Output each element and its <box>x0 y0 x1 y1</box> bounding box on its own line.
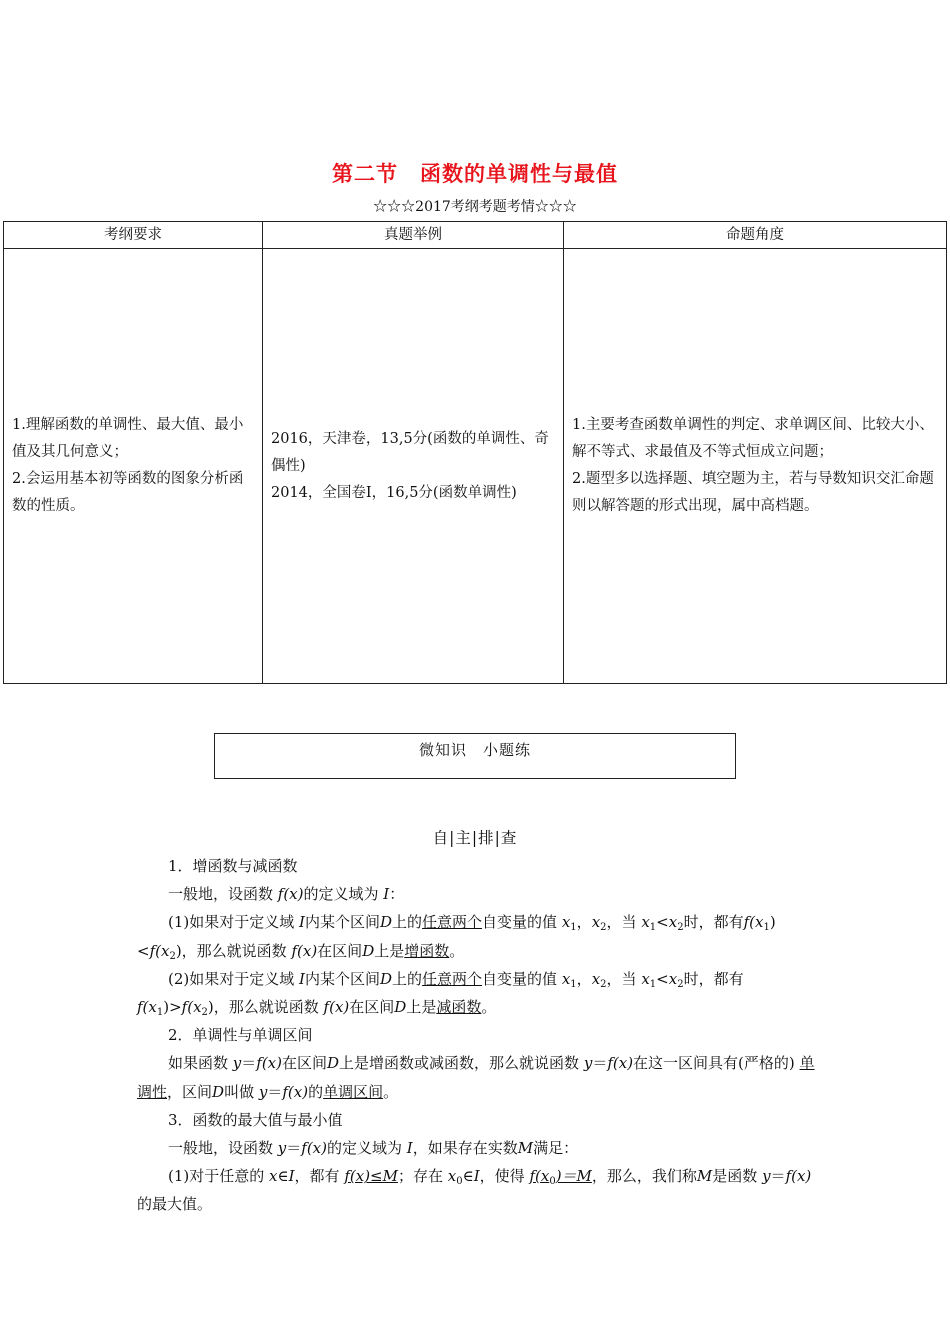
exam-trend-subtitle: ☆☆☆2017考纲考题考情☆☆☆ <box>373 199 577 215</box>
section-title: 第二节 函数的单调性与最值 <box>332 161 618 186</box>
micro-knowledge-label: 微知识 小题练 <box>418 741 531 759</box>
requirement-1: 1.理解函数的单调性、最大值、最小值及其几何意义； <box>12 417 244 460</box>
paragraph-decreasing-def: (2)如果对于定义域 I内某个区间D上的任意两个自变量的值 $x_1$，$x_2$，当 $x_1<x_2$时，都有$f(x_1)>f(x_2)$，那么就说函数 f(x)在区间D上是减函数。 <box>137 969 744 1019</box>
paragraph-maximum-def: (1)对于任意的 x∈I，都有 f(x)≤M；存在 $x_0\in I$，使得 $f(x_0)=M$，那么，我们称M是函数 y＝f(x)的最大值。 <box>137 1167 812 1214</box>
heading-increasing-decreasing: 1．增函数与减函数 <box>168 857 298 875</box>
heading-monotonicity: 2．单调性与单调区间 <box>168 1026 313 1045</box>
angle-2: 2.题型多以选择题、填空题为主，若与导数知识交汇命题则以解答题的形式出现，属中高档题。 <box>572 471 934 514</box>
table-header-row <box>4 222 947 249</box>
table-row <box>4 249 947 684</box>
knowledge-content <box>137 852 817 1219</box>
header-angles: 命题角度 <box>564 222 947 249</box>
micro-knowledge-box <box>214 733 736 779</box>
requirement-2: 2.会运用基本初等函数的图象分析函数的性质。 <box>12 471 244 514</box>
heading-max-min: 3．函数的最大值与最小值 <box>168 1110 343 1129</box>
example-2: 2014，全国卷Ⅰ，16,5分(函数单调性) <box>271 484 517 501</box>
cell-angles <box>564 249 947 684</box>
paragraph-increasing-def: (1)如果对于定义域 I内某个区间D上的任意两个自变量的值 $x_1$，$x_2$，当 $x_1<x_2$时，都有$f(x_1)<f(x_2)$，那么就说函数 f(x)在区间D上是增函数。 <box>137 913 776 962</box>
example-1: 2016，天津卷，13,5分(函数的单调性、奇偶性) <box>271 430 549 474</box>
term-monotonic-interval: 单调区间 <box>323 1082 384 1101</box>
cell-examples <box>263 249 564 684</box>
paragraph-max-min-intro: 一般地，设函数 y＝f(x)的定义域为 I，如果存在实数M满足： <box>168 1139 579 1158</box>
angle-1: 1.主要考查函数单调性的判定、求单调区间、比较大小、解不等式、求最值及不等式恒成立问题； <box>572 417 934 460</box>
term-increasing-function: 增函数 <box>404 941 450 960</box>
header-examples: 真题举例 <box>263 222 564 249</box>
self-check-label: 自|主|排|查 <box>432 829 518 847</box>
term-monotonicity: 单调性 <box>137 1054 815 1101</box>
exam-overview-table <box>3 221 947 684</box>
header-requirements: 考纲要求 <box>4 222 263 249</box>
paragraph-monotonic-interval: 如果函数 y＝f(x)在区间D上是增函数或减函数，那么就说函数 y＝f(x)在这一区间具有(严格的) 单调性，区间D叫做 y＝f(x)的单调区间。 <box>137 1054 815 1101</box>
cell-requirements <box>4 249 263 684</box>
term-decreasing-function: 减函数 <box>436 998 482 1017</box>
paragraph-definition-intro: 一般地，设函数 f(x)的定义域为 I： <box>168 885 405 904</box>
